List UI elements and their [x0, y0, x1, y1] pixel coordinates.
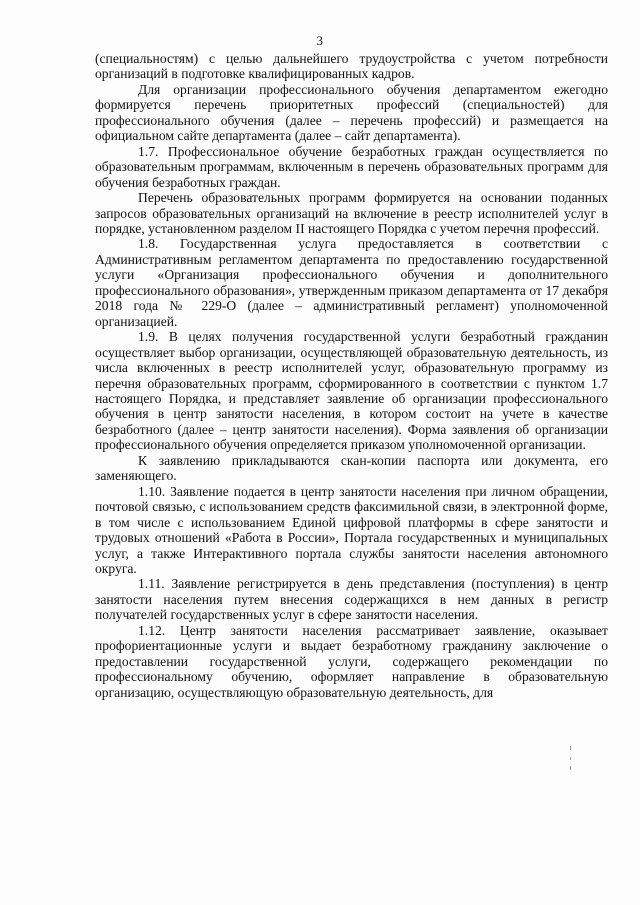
document-body [95, 51, 608, 700]
paragraph-priority-professions: Для организации профессионального обучения департаментом ежегодно формируется перечень приоритетных профессий (специальностей) для профессионального обучения (далее – перечень профессий) и размещается на официальном сайте департамента (далее – сайт департамента). [95, 81, 608, 144]
paragraph-1-8: 1.8. Государственная услуга предоставляется в соответствии с Административным регламентом департамента по предоставлению государственной услуги «Организация профессионального обучения и дополнительного профессионального образования», утвержденным приказом департамента от 17 декабря 2018 года № 229-О (далее – административный регламент) уполномоченной организацией. [95, 236, 608, 329]
scan-artifact [570, 746, 571, 750]
scan-artifact [570, 766, 571, 770]
paragraph-1-7: 1.7. Профессиональное обучение безработных граждан осуществляется по образовательным программам, включенным в перечень образовательных программ для обучения безработных граждан. [95, 143, 608, 190]
paragraph-1-9: 1.9. В целях получения государственной услуги безработный гражданин осуществляет выбор организации, осуществляющей образовательную деятельность, из числа включенных в реестр исполнителей услуг, образовательную программу из перечня образовательных программ, сформированного в соответствии с пунктом 1.7 настоящего Порядка, и представляет заявление об организации профессионального обучения в центр занятости населения, в котором состоит на учете в качестве безработного (далее – центр занятости населения). Форма заявления об организации профессионального обучения определяется приказом уполномоченной организации. [95, 329, 608, 453]
page-number: 3 [316, 33, 324, 48]
paragraph-1-12: 1.12. Центр занятости населения рассматривает заявление, оказывает профориентационные услуги и выдает безработному гражданину заключение о предоставлении государственной услуги, содержащего рекомендации по профессиональному обучению, оформляет направление в образовательную организацию, осуществляющую образовательную деятельность, для [95, 622, 608, 700]
paragraph-program-list: Перечень образовательных программ формируется на основании поданных запросов образовательных организаций на включение в реестр исполнителей услуг в порядке, установленном разделом II настоящего Порядка с учетом перечня профессий. [95, 190, 608, 236]
paragraph-attachments: К заявлению прикладываются скан-копии паспорта или документа, его заменяющего. [95, 452, 608, 484]
paragraph-1-10: 1.10. Заявление подается в центр занятости населения при личном обращении, почтовой связью, с использованием средств факсимильной связи, в электронной форме, в том числе с использованием Единой цифровой платформы в сфере занятости и трудовых отношений «Работа в России», Портала государственных и муниципальных услуг, а также Интерактивного портала службы занятости населения автономного округа. [95, 483, 608, 576]
paragraph-1-11: 1.11. Заявление регистрируется в день представления (поступления) в центр занятости населения путем внесения содержащихся в нем данных в регистр получателей государственных услуг в сфере занятости населения. [95, 576, 608, 623]
scan-artifact [570, 757, 571, 760]
paragraph-continuation: (специальностям) с целью дальнейшего трудоустройства с учетом потребности организаций в подготовке квалифицированных кадров. [95, 51, 608, 82]
